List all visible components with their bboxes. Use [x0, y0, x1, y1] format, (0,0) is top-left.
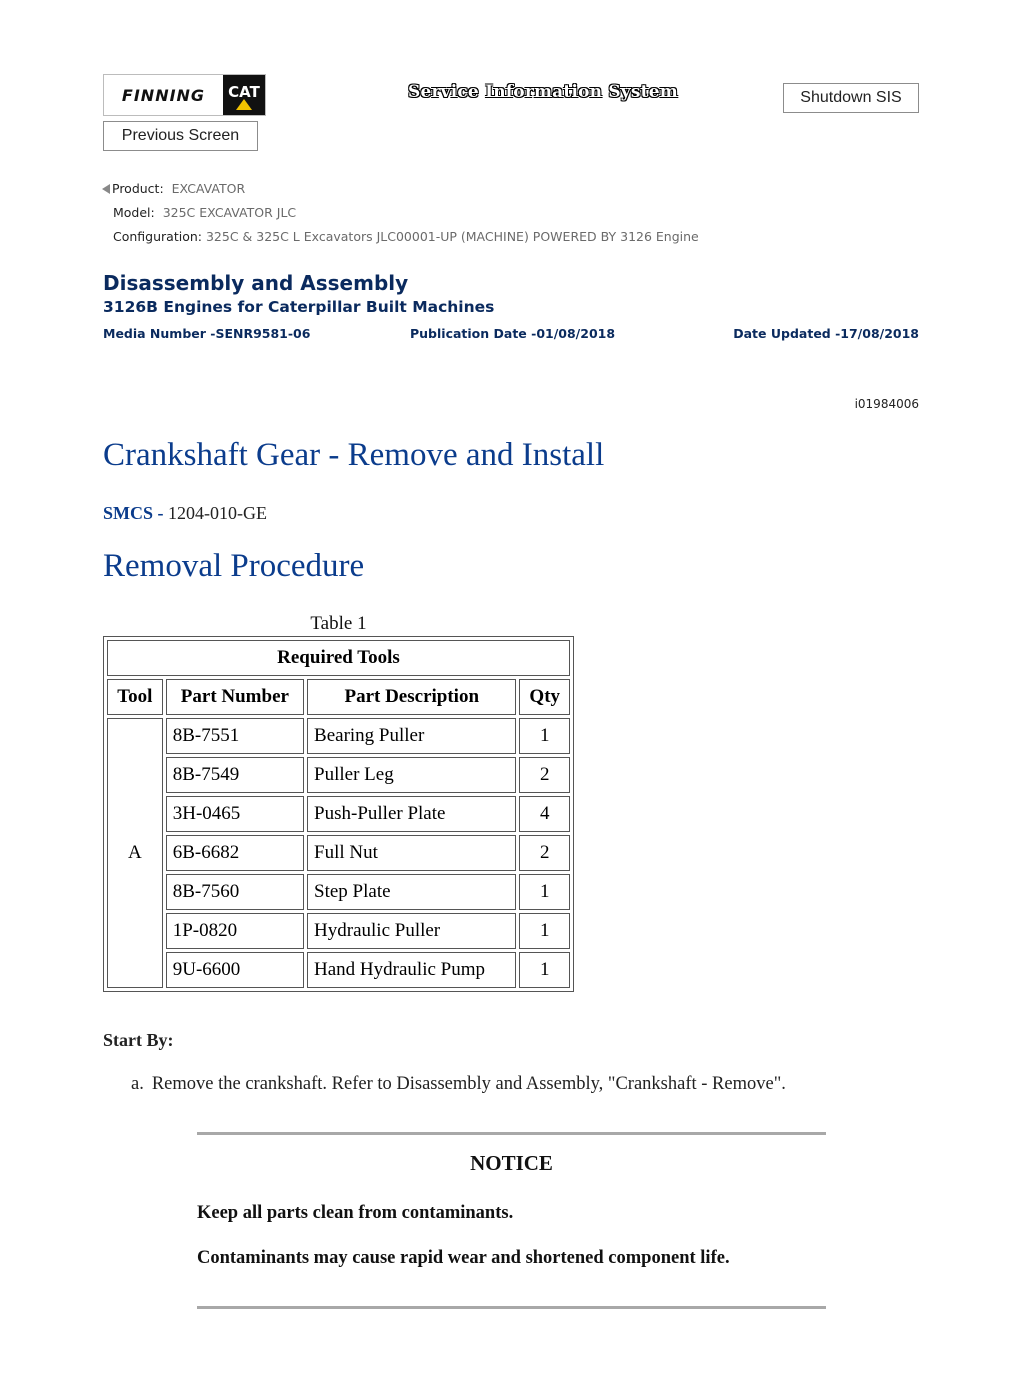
tool-group-cell: A	[107, 718, 163, 988]
part-description-cell: Hand Hydraulic Pump	[307, 952, 516, 988]
table-heading-row	[107, 640, 570, 676]
column-header-part-number: Part Number	[166, 679, 304, 715]
table-row	[107, 952, 570, 988]
media-number: Media Number -SENR9581-06	[103, 326, 311, 341]
smcs-label: SMCS -	[103, 503, 164, 523]
table-row	[107, 718, 570, 754]
finning-cat-logo	[103, 74, 266, 116]
cat-logo	[223, 75, 265, 115]
back-arrow-icon[interactable]	[102, 184, 110, 194]
table-row	[107, 835, 570, 871]
required-tools-table	[103, 636, 574, 992]
table-caption: Table 1	[310, 613, 367, 634]
part-description-cell: Puller Leg	[307, 757, 516, 793]
publication-date: Publication Date -01/08/2018	[410, 326, 616, 341]
part-number-cell: 6B-6682	[166, 835, 304, 871]
configuration-label: Configuration:	[113, 229, 202, 244]
table-row	[107, 796, 570, 832]
document-id: i01984006	[854, 397, 919, 411]
part-description-cell: Push-Puller Plate	[307, 796, 516, 832]
cat-logo-text: CAT	[228, 83, 260, 101]
table-heading: Required Tools	[107, 640, 570, 676]
model-label: Model:	[113, 205, 155, 220]
part-description-cell: Step Plate	[307, 874, 516, 910]
start-by-step	[131, 1074, 786, 1095]
column-header-tool: Tool	[107, 679, 163, 715]
previous-screen-button[interactable]: Previous Screen	[103, 121, 258, 151]
app-title: Service Information System	[408, 82, 678, 102]
table-row	[107, 874, 570, 910]
shutdown-sis-button[interactable]: Shutdown SIS	[783, 83, 919, 113]
column-header-part-description: Part Description	[307, 679, 516, 715]
start-by-label: Start By:	[103, 1030, 174, 1050]
part-description-cell: Bearing Puller	[307, 718, 516, 754]
section-title: Removal Procedure	[103, 548, 365, 584]
date-updated: Date Updated -17/08/2018	[733, 326, 919, 341]
notice-line: Keep all parts clean from contaminants.	[197, 1203, 514, 1223]
product-row	[102, 181, 245, 196]
smcs-value: 1204-010-GE	[168, 503, 267, 523]
part-number-cell: 9U-6600	[166, 952, 304, 988]
qty-cell: 4	[519, 796, 570, 832]
part-number-cell: 8B-7549	[166, 757, 304, 793]
qty-cell: 1	[519, 874, 570, 910]
part-description-cell: Hydraulic Puller	[307, 913, 516, 949]
qty-cell: 1	[519, 718, 570, 754]
qty-cell: 2	[519, 757, 570, 793]
part-number-cell: 3H-0465	[166, 796, 304, 832]
page-title: Crankshaft Gear - Remove and Install	[103, 437, 605, 473]
model-value: 325C EXCAVATOR JLC	[162, 205, 297, 220]
part-number-cell: 8B-7560	[166, 874, 304, 910]
configuration-value: 325C & 325C L Excavators JLC00001-UP (MACHINE) POWERED BY 3126 Engine	[205, 229, 699, 244]
notice-title: NOTICE	[470, 1151, 553, 1175]
part-number-cell: 1P-0820	[166, 913, 304, 949]
step-text: Remove the crankshaft. Refer to Disassembly and Assembly, "Crankshaft - Remove".	[151, 1074, 786, 1094]
part-description-cell: Full Nut	[307, 835, 516, 871]
product-value: EXCAVATOR	[171, 181, 246, 196]
model-row	[113, 205, 296, 220]
document-subtitle: 3126B Engines for Caterpillar Built Machines	[103, 298, 495, 316]
configuration-row	[113, 229, 699, 244]
step-marker: a.	[131, 1074, 144, 1094]
document-type: Disassembly and Assembly	[103, 271, 409, 295]
table-row	[107, 757, 570, 793]
notice-line: Contaminants may cause rapid wear and shortened component life.	[197, 1248, 730, 1268]
product-label: Product:	[112, 181, 164, 196]
table-header-row	[107, 679, 570, 715]
smcs-code	[103, 503, 267, 524]
notice-divider-top	[197, 1132, 826, 1135]
qty-cell: 2	[519, 835, 570, 871]
notice-divider-bottom	[197, 1306, 826, 1309]
finning-logo-text: FINNING	[121, 85, 206, 105]
part-number-cell: 8B-7551	[166, 718, 304, 754]
table-row	[107, 913, 570, 949]
column-header-qty: Qty	[519, 679, 570, 715]
qty-cell: 1	[519, 913, 570, 949]
cat-triangle-icon	[236, 99, 252, 110]
qty-cell: 1	[519, 952, 570, 988]
